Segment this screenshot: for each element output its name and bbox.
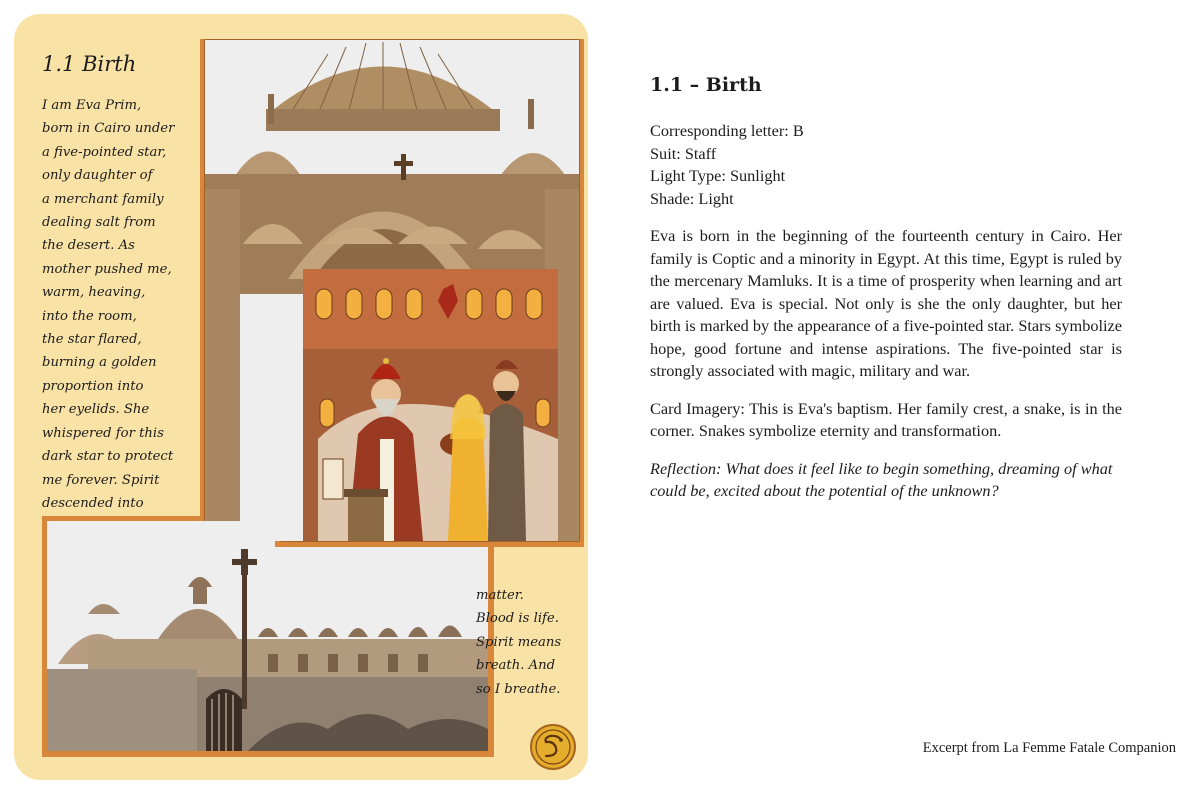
- poem-line: proportion into: [42, 378, 144, 394]
- poem-line: Spirit means: [476, 634, 562, 650]
- poem-line: into the room,: [42, 308, 137, 324]
- card-title: 1.1 Birth: [42, 52, 137, 76]
- attribute-light-type: Light Type: Sunlight: [650, 166, 786, 185]
- baptism-scene: [205, 40, 588, 541]
- poem-line: I am Eva Prim,: [42, 98, 142, 113]
- footer-credit: Excerpt from La Femme Fatale Companion: [922, 740, 1176, 756]
- monastery-scene: [47, 521, 488, 751]
- poem-line: dealing salt from: [42, 215, 156, 231]
- tarot-card: [14, 14, 588, 780]
- poem-line: burning a golden: [42, 355, 157, 371]
- snake-crest-emblem: [530, 724, 576, 770]
- poem-line: whispered for this: [42, 425, 164, 441]
- poem-line: the desert. As: [42, 238, 135, 254]
- poem-line: dark star to protect: [42, 449, 174, 465]
- snake-crest-icon: [532, 726, 574, 768]
- poem-line: born in Cairo under: [42, 121, 175, 137]
- poem-line: only daughter of: [42, 168, 153, 184]
- panel-heading: 1.1 – Birth: [650, 74, 762, 96]
- poem-line: mother pushed me,: [42, 261, 172, 277]
- poem-line: Blood is life.: [476, 611, 559, 627]
- card-description-panel: [650, 72, 1122, 503]
- poem-line: her eyelids. She: [42, 402, 150, 418]
- description-paragraph: Eva is born in the beginning of the fourteenth century in Cairo. Her family is Coptic and a minority in Egypt. At this time, Egypt is ruled by the mercenary Mamluks. It is a time of prosperity when learning and art are valued. Eva is special. Not only is she the only daughter, but her birth is marked by the appearance of a five-pointed star. Stars symbolize hope, good fortune and intense aspirations. The five-pointed star is strongly associated with magic, military and war.: [650, 226, 1122, 380]
- attribute-shade: Shade: Light: [650, 188, 734, 208]
- poem-line: matter.: [476, 588, 524, 603]
- attribute-suit: Suit: Staff: [650, 143, 717, 163]
- poem-line: warm, heaving,: [42, 285, 146, 301]
- poem-bottom: [476, 584, 584, 701]
- poem-line: a five-pointed star,: [42, 144, 167, 160]
- poem-line: me forever. Spirit: [42, 472, 160, 488]
- attribute-corresponding-letter: Corresponding letter: B: [650, 121, 804, 140]
- poem-line: breath. And: [476, 658, 556, 674]
- poem-line: descended into: [42, 495, 144, 511]
- poem-line: the star flared,: [42, 332, 142, 348]
- poem-line: so I breathe.: [476, 681, 561, 697]
- reflection-paragraph: Reflection: What does it feel like to begin something, dreaming of what could be, excited about the potential of the unknown?: [650, 458, 1113, 500]
- card-imagery-paragraph: Card Imagery: This is Eva's baptism. Her family crest, a snake, is in the corner. Snakes symbolize eternity and transformation.: [650, 398, 1122, 440]
- poem-top: [42, 94, 192, 515]
- poem-line: a merchant family: [42, 191, 164, 207]
